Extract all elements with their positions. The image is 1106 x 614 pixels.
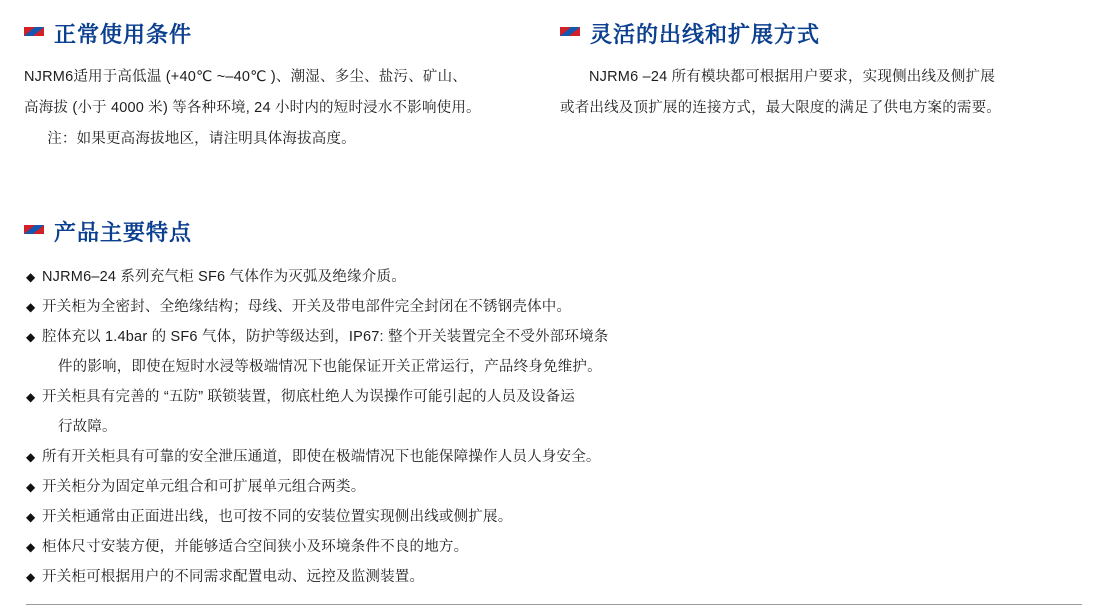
flexible-line-2: 或者出线及顶扩展的连接方式，最大限度的满足了供电方案的需要。 [560,100,1001,116]
list-item-continuation: 件的影响，即使在短时水浸等极端情况下也能保证开关正常运行，产品终身免维护。 [57,359,602,375]
list-item-continuation: 行故障。 [57,419,117,435]
list-item-text [42,502,726,532]
section-title-features: 产品主要特点 [54,220,193,245]
list-item-text [42,562,726,592]
list-item-main: 所有开关柜具有可靠的安全泄压通道，即使在极端情况下也能保障操作人员人身安全。 [42,449,601,465]
list-item-text [42,472,726,502]
blue-red-flag-icon [560,25,580,45]
section-heading-features [24,222,192,244]
list-item [26,532,726,562]
flexible-paragraph [560,62,1080,124]
list-item [26,472,726,502]
bottom-divider [26,604,1082,605]
list-item-main: 开关柜具有完善的 “五防” 联锁装置，彻底杜绝人为误操作可能引起的人员及设备运 [42,389,576,405]
conditions-paragraph [24,62,524,155]
section-title-conditions: 正常使用条件 [54,22,193,47]
section-heading-conditions [24,24,524,46]
features-list [26,262,726,592]
flexible-line-1: NJRM6 –24 所有模块都可根据用户要求，实现侧出线及侧扩展 [589,69,995,85]
list-item-main: 柜体尺寸安装方便，并能够适合空间狭小及环境条件不良的地方。 [42,539,469,555]
list-item-text [42,532,726,562]
list-item-main: 开关柜为全密封、全绝缘结构；母线、开关及带电部件完全封闭在不锈钢壳体中。 [42,299,572,315]
conditions-note: 注：如果更高海拔地区，请注明具体海拔高度。 [47,131,356,147]
diamond-bullet-icon: ◆ [26,300,36,314]
list-item-main: NJRM6–24 系列充气柜 SF6 气体作为灭弧及绝缘介质。 [42,269,406,285]
diamond-bullet-icon: ◆ [26,330,36,344]
list-item-main: 腔体充以 1.4bar 的 SF6 气体，防护等级达到，IP67: 整个开关装置完全不受外部环境条 [42,329,609,345]
list-item [26,262,726,292]
list-item [26,562,726,592]
diamond-bullet-icon: ◆ [26,510,36,524]
list-item-text [42,322,726,382]
list-item [26,322,726,382]
conditions-line-2: 高海拔 (小于 4000 米) 等各种环境, 24 小时内的短时浸水不影响使用。 [24,100,481,116]
list-item [26,382,726,442]
section-normal-use-conditions [24,24,524,155]
conditions-line-1: NJRM6适用于高低温 (+40℃ ~–40℃ )、潮湿、多尘、盐污、矿山、 [24,69,468,85]
list-item-text [42,292,726,322]
diamond-bullet-icon: ◆ [26,480,36,494]
section-flexible-outlet [560,24,1080,124]
list-item-text [42,382,726,442]
diamond-bullet-icon: ◆ [26,450,36,464]
blue-red-flag-icon [24,25,44,45]
list-item [26,502,726,532]
list-item-main: 开关柜分为固定单元组合和可扩展单元组合两类。 [42,479,366,495]
blue-red-flag-icon [24,223,44,243]
list-item-main: 开关柜可根据用户的不同需求配置电动、远控及监测装置。 [42,569,425,585]
list-item-main: 开关柜通常由正面进出线，也可按不同的安装位置实现侧出线或侧扩展。 [42,509,513,525]
diamond-bullet-icon: ◆ [26,570,36,584]
section-heading-flexible [560,24,1080,46]
diamond-bullet-icon: ◆ [26,270,36,284]
list-item [26,442,726,472]
list-item [26,292,726,322]
diamond-bullet-icon: ◆ [26,390,36,404]
list-item-text [42,262,726,292]
section-title-flexible: 灵活的出线和扩展方式 [590,22,821,47]
diamond-bullet-icon: ◆ [26,540,36,554]
list-item-text [42,442,726,472]
